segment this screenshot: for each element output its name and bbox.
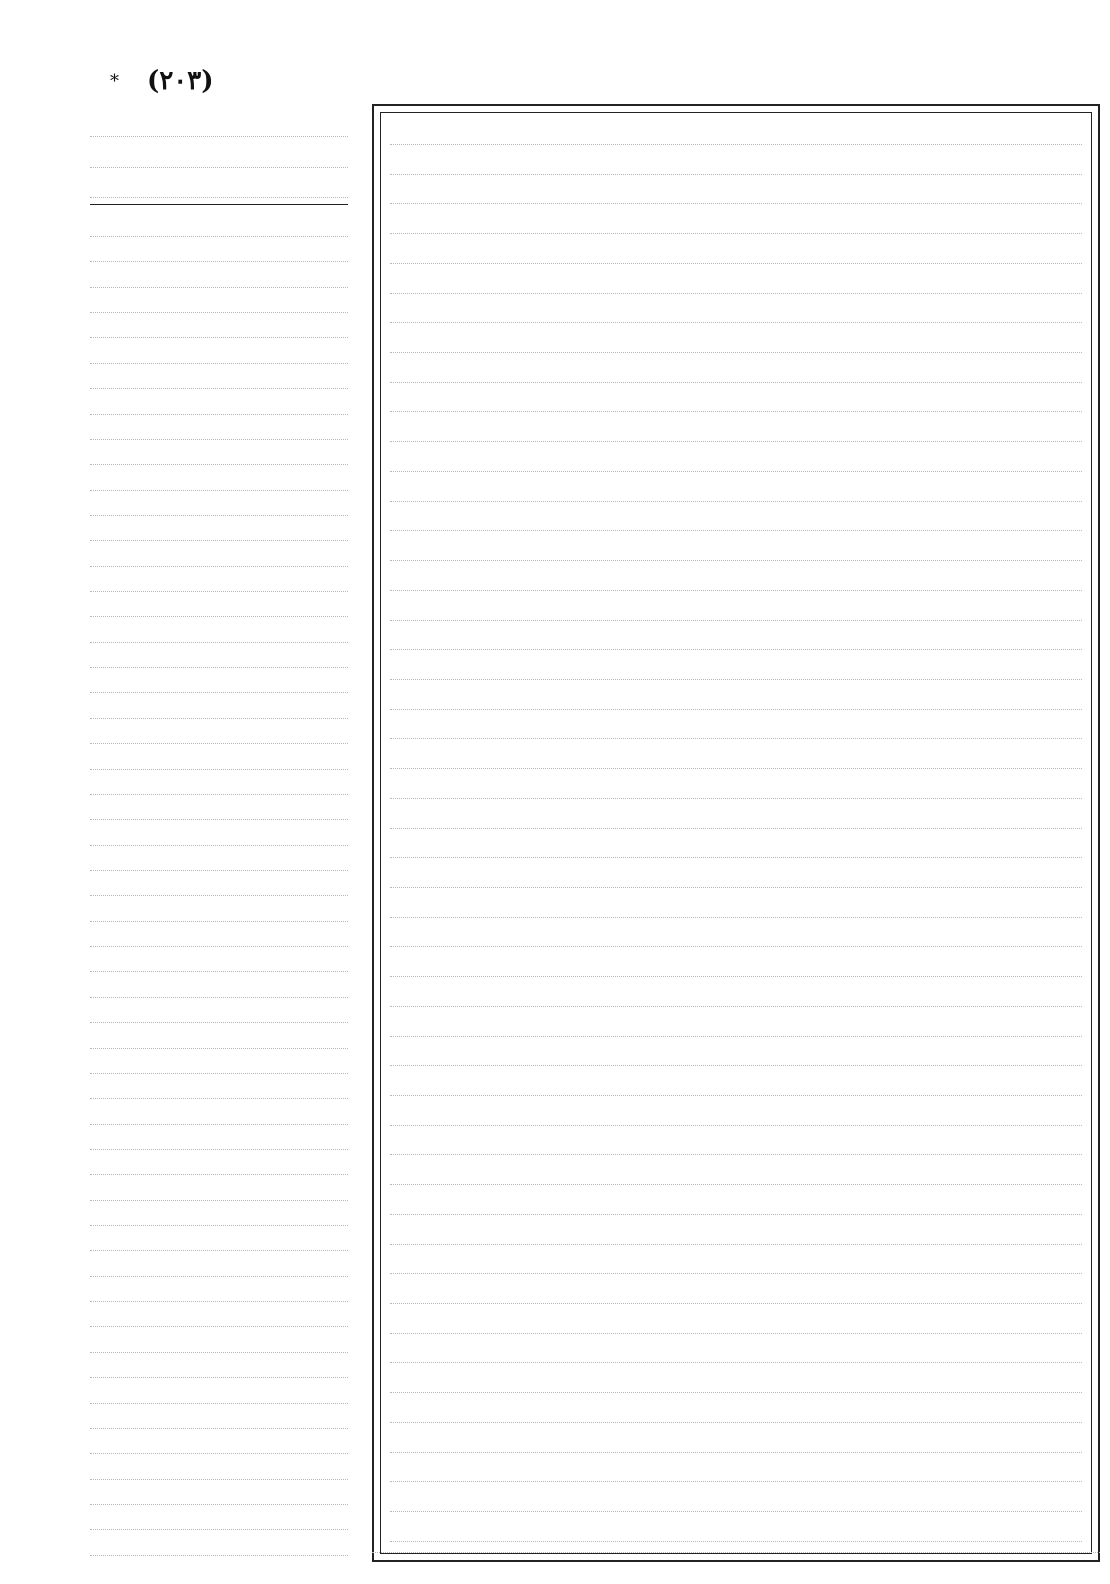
main-text-line <box>390 330 1082 353</box>
main-text-line <box>390 1192 1082 1215</box>
main-text-box <box>372 104 1100 1562</box>
main-text-line <box>390 806 1082 829</box>
marginal-line <box>90 292 348 313</box>
marginal-line <box>90 1408 348 1429</box>
main-text-line <box>390 1400 1082 1423</box>
marginal-line <box>90 875 348 896</box>
marginal-line <box>90 977 348 998</box>
marginal-line <box>90 1230 348 1251</box>
marginal-line <box>90 723 348 744</box>
marginal-line <box>90 799 348 820</box>
marginal-line <box>90 926 348 947</box>
marginal-line <box>90 1104 348 1125</box>
main-text-line <box>390 1430 1082 1453</box>
marginal-line <box>90 1509 348 1530</box>
marginal-line <box>90 596 348 617</box>
marginal-line <box>90 1459 348 1480</box>
main-text-line <box>390 746 1082 769</box>
marginal-line <box>90 1180 348 1201</box>
marginal-line <box>90 216 348 237</box>
main-text-line <box>390 1132 1082 1155</box>
marginal-line <box>90 951 348 972</box>
marginal-line <box>90 647 348 668</box>
marginal-line <box>90 901 348 922</box>
marginal-line <box>90 1383 348 1404</box>
marginal-line <box>90 368 348 389</box>
marginal-line <box>90 1205 348 1226</box>
marginal-top-line <box>90 116 348 137</box>
main-text-line <box>390 122 1082 145</box>
marginal-line <box>90 672 348 693</box>
marginal-line <box>90 749 348 770</box>
main-text-line <box>390 924 1082 947</box>
main-text-line <box>390 1459 1082 1482</box>
main-text-line <box>390 1103 1082 1126</box>
marginal-top-line <box>90 177 348 198</box>
main-text-line <box>390 657 1082 680</box>
marginal-line <box>90 1256 348 1277</box>
marginal-line <box>90 1281 348 1302</box>
main-text-line <box>390 1222 1082 1245</box>
main-text-line <box>390 152 1082 175</box>
marginal-line <box>90 698 348 719</box>
marginal-divider <box>90 204 348 205</box>
marginal-line <box>90 1332 348 1353</box>
marginal-line <box>90 546 348 567</box>
marginal-line <box>90 774 348 795</box>
main-text-line <box>390 716 1082 739</box>
main-text-line <box>390 1340 1082 1363</box>
main-text-line <box>390 1073 1082 1096</box>
header-marker: * <box>110 70 119 92</box>
main-text-line <box>390 895 1082 918</box>
marginal-line <box>90 1028 348 1049</box>
marginal-line <box>90 571 348 592</box>
marginal-line <box>90 1078 348 1099</box>
marginal-top-line <box>90 147 348 168</box>
marginal-line <box>90 444 348 465</box>
marginal-line <box>90 1002 348 1023</box>
main-text-lines <box>390 122 1082 1542</box>
main-text-line <box>390 419 1082 442</box>
main-text-line <box>390 1251 1082 1274</box>
footer-text-line <box>372 1524 1100 1553</box>
marginal-line <box>90 1053 348 1074</box>
main-text-line <box>390 300 1082 323</box>
main-text-line <box>390 835 1082 858</box>
main-text-line <box>390 1489 1082 1512</box>
main-text-line <box>390 1370 1082 1393</box>
main-text-line <box>390 954 1082 977</box>
main-text-line <box>390 449 1082 472</box>
marginal-line <box>90 419 348 440</box>
page-header <box>110 58 1050 104</box>
marginal-line <box>90 850 348 871</box>
marginal-lines <box>90 216 348 1556</box>
main-text-line <box>390 1281 1082 1304</box>
marginal-line <box>90 394 348 415</box>
marginal-line <box>90 520 348 541</box>
marginal-line <box>90 343 348 364</box>
marginal-line <box>90 622 348 643</box>
main-text-line <box>390 1014 1082 1037</box>
main-text-line <box>390 538 1082 561</box>
main-text-line <box>390 1162 1082 1185</box>
marginal-line <box>90 1433 348 1454</box>
main-text-line <box>390 598 1082 621</box>
main-text-line <box>390 211 1082 234</box>
main-text-line <box>390 568 1082 591</box>
marginal-line <box>90 267 348 288</box>
main-text-line <box>390 1311 1082 1334</box>
main-text-line <box>390 508 1082 531</box>
main-text-line <box>390 181 1082 204</box>
marginal-line <box>90 825 348 846</box>
marginal-line <box>90 317 348 338</box>
marginal-line <box>90 495 348 516</box>
marginal-line <box>90 1484 348 1505</box>
main-text-line <box>390 479 1082 502</box>
main-text-line <box>390 984 1082 1007</box>
main-text-line <box>390 360 1082 383</box>
marginal-line <box>90 470 348 491</box>
main-text-line <box>390 271 1082 294</box>
marginal-line <box>90 1535 348 1556</box>
page-number: (٢٠٣) <box>147 66 214 96</box>
main-text-line <box>390 241 1082 264</box>
main-text-line <box>390 1043 1082 1066</box>
main-text-line <box>390 389 1082 412</box>
marginal-line <box>90 1129 348 1150</box>
main-text-line <box>390 776 1082 799</box>
marginal-top-block <box>90 116 348 198</box>
marginal-commentary-column <box>90 116 348 1556</box>
main-text-line <box>390 865 1082 888</box>
main-text-line <box>390 627 1082 650</box>
main-text-line <box>390 687 1082 710</box>
marginal-line <box>90 1357 348 1378</box>
marginal-line <box>90 241 348 262</box>
marginal-line <box>90 1306 348 1327</box>
marginal-line <box>90 1154 348 1175</box>
